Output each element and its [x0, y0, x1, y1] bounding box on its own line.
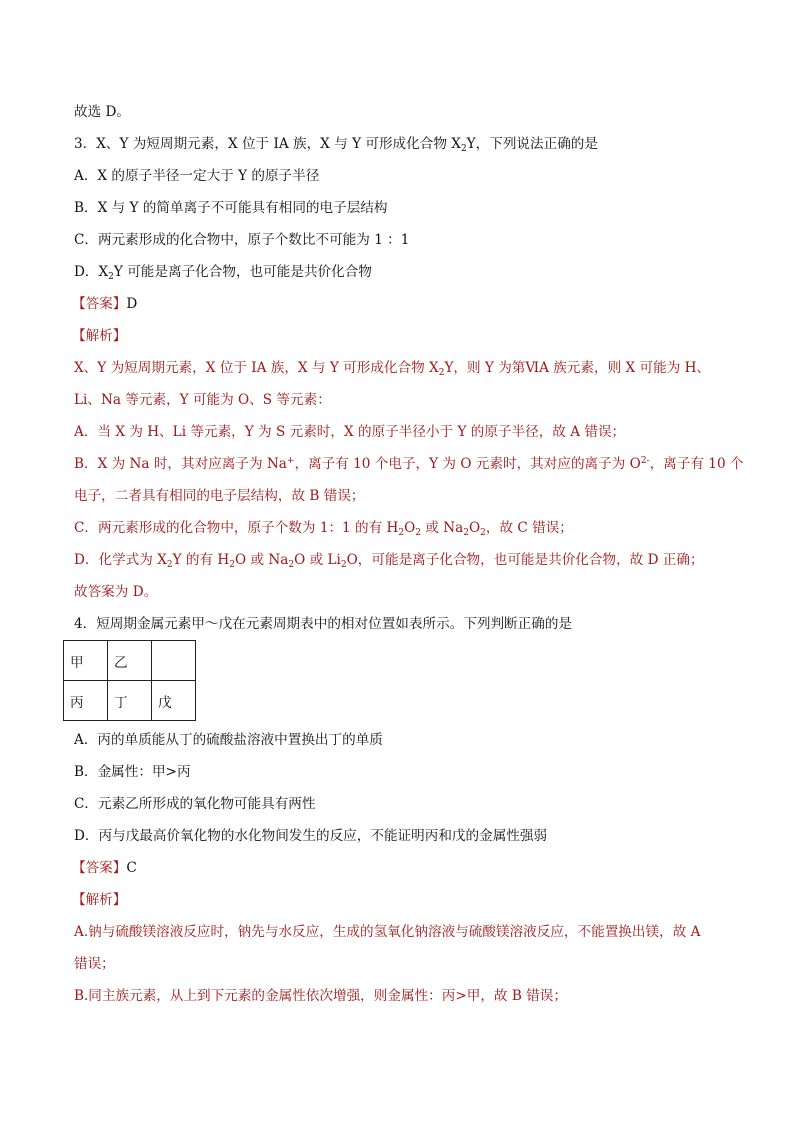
q4-option-a: A．丙的单质能从丁的硫酸盐溶液中置换出丁的单质 — [74, 732, 383, 748]
q3-analysis-line-3: A．当 X 为 H、Li 等元素，Y 为 S 元素时，X 的原子半径小于 Y 的原子半径，故 A 错误； — [74, 424, 626, 440]
table-cell: 戊 — [152, 681, 196, 721]
table-cell: 甲 — [64, 641, 108, 681]
q4-option-d: D．丙与戊最高价氧化物的水化物间发生的反应，不能证明丙和戊的金属性强弱 — [74, 828, 548, 844]
q3-analysis-line-7: D．化学式为 $X_2Y$ 的有 $H_2O$ 或 $Na_2O$ 或 $Li_2O$，可能是离子化合物，也可能是共价化合物，故 D 正确； — [74, 552, 704, 570]
q4-analysis-line-2: 错误； — [74, 956, 115, 972]
q4-answer — [72, 858, 137, 878]
q3-option-c: C．两元素形成的化合物中，原子个数比不可能为 1 ：1 — [74, 232, 410, 248]
q3-answer — [72, 294, 137, 314]
q3-analysis-line-6: C．两元素形成的化合物中，原子个数为 1：1 的有 $H_2O_2$ 或 $Na_2O_2$，故 C 错误； — [74, 520, 573, 538]
table-cell: 丁 — [108, 681, 152, 721]
answer-label: 【答案】 — [72, 296, 127, 312]
q3-option-a: A．X 的原子半径一定大于 Y 的原子半径 — [74, 168, 320, 184]
table-row — [64, 681, 196, 721]
q4-analysis-label: 【解析】 — [72, 892, 127, 908]
q3-option-d: D．$X_2Y$ 可能是离子化合物，也可能是共价化合物 — [74, 264, 372, 282]
q3-analysis-line-4: B．X 为 Na 时，其对应离子为 Na+，离子有 10 个电子，Y 为 O 元素时，其对应的离子为 $O^{2-}$，离子有 10 个 — [74, 456, 744, 472]
intro-line: 故选 D。 — [74, 104, 131, 120]
table-cell: 丙 — [64, 681, 108, 721]
q3-analysis-line-1: X、Y 为短周期元素，X 位于 IA 族，X 与 Y 可形成化合物 $X_2Y$，则 Y 为第ⅥA 族元素，则 X 可能为 H、 — [74, 360, 711, 378]
answer-label: 【答案】 — [72, 860, 127, 876]
table-cell — [152, 641, 196, 681]
q4-option-b: B．金属性：甲>丙 — [74, 764, 191, 780]
table-cell: 乙 — [108, 641, 152, 681]
q4-option-c: C．元素乙所形成的氧化物可能具有两性 — [74, 796, 316, 812]
q4-analysis-line-1: A.钠与硫酸镁溶液反应时，钠先与水反应，生成的氢氧化钠溶液与硫酸镁溶液反应，不能置换出镁，故 A — [74, 924, 701, 940]
q3-analysis-line-8: 故答案为 D。 — [74, 584, 158, 600]
q3-analysis-label: 【解析】 — [72, 328, 127, 344]
q4-stem: 4．短周期金属元素甲～戊在元素周期表中的相对位置如表所示。下列判断正确的是 — [74, 616, 573, 632]
periodic-position-table — [63, 640, 196, 721]
answer-value: C — [126, 860, 137, 876]
q3-stem: 3．X、Y 为短周期元素，X 位于 IA 族，X 与 Y 可形成化合物 $X_2Y$，下列说法正确的是 — [74, 136, 598, 154]
q3-option-b: B．X 与 Y 的简单离子不可能具有相同的电子层结构 — [74, 200, 388, 216]
q3-analysis-line-2: Li、Na 等元素，Y 可能为 O、S 等元素： — [74, 392, 331, 408]
q3-analysis-line-5: 电子，二者具有相同的电子层结构，故 B 错误； — [74, 488, 365, 504]
q4-analysis-line-3: B.同主族元素，从上到下元素的金属性依次增强，则金属性：丙>甲，故 B 错误； — [74, 988, 567, 1004]
table-row — [64, 641, 196, 681]
answer-value: D — [126, 296, 138, 312]
